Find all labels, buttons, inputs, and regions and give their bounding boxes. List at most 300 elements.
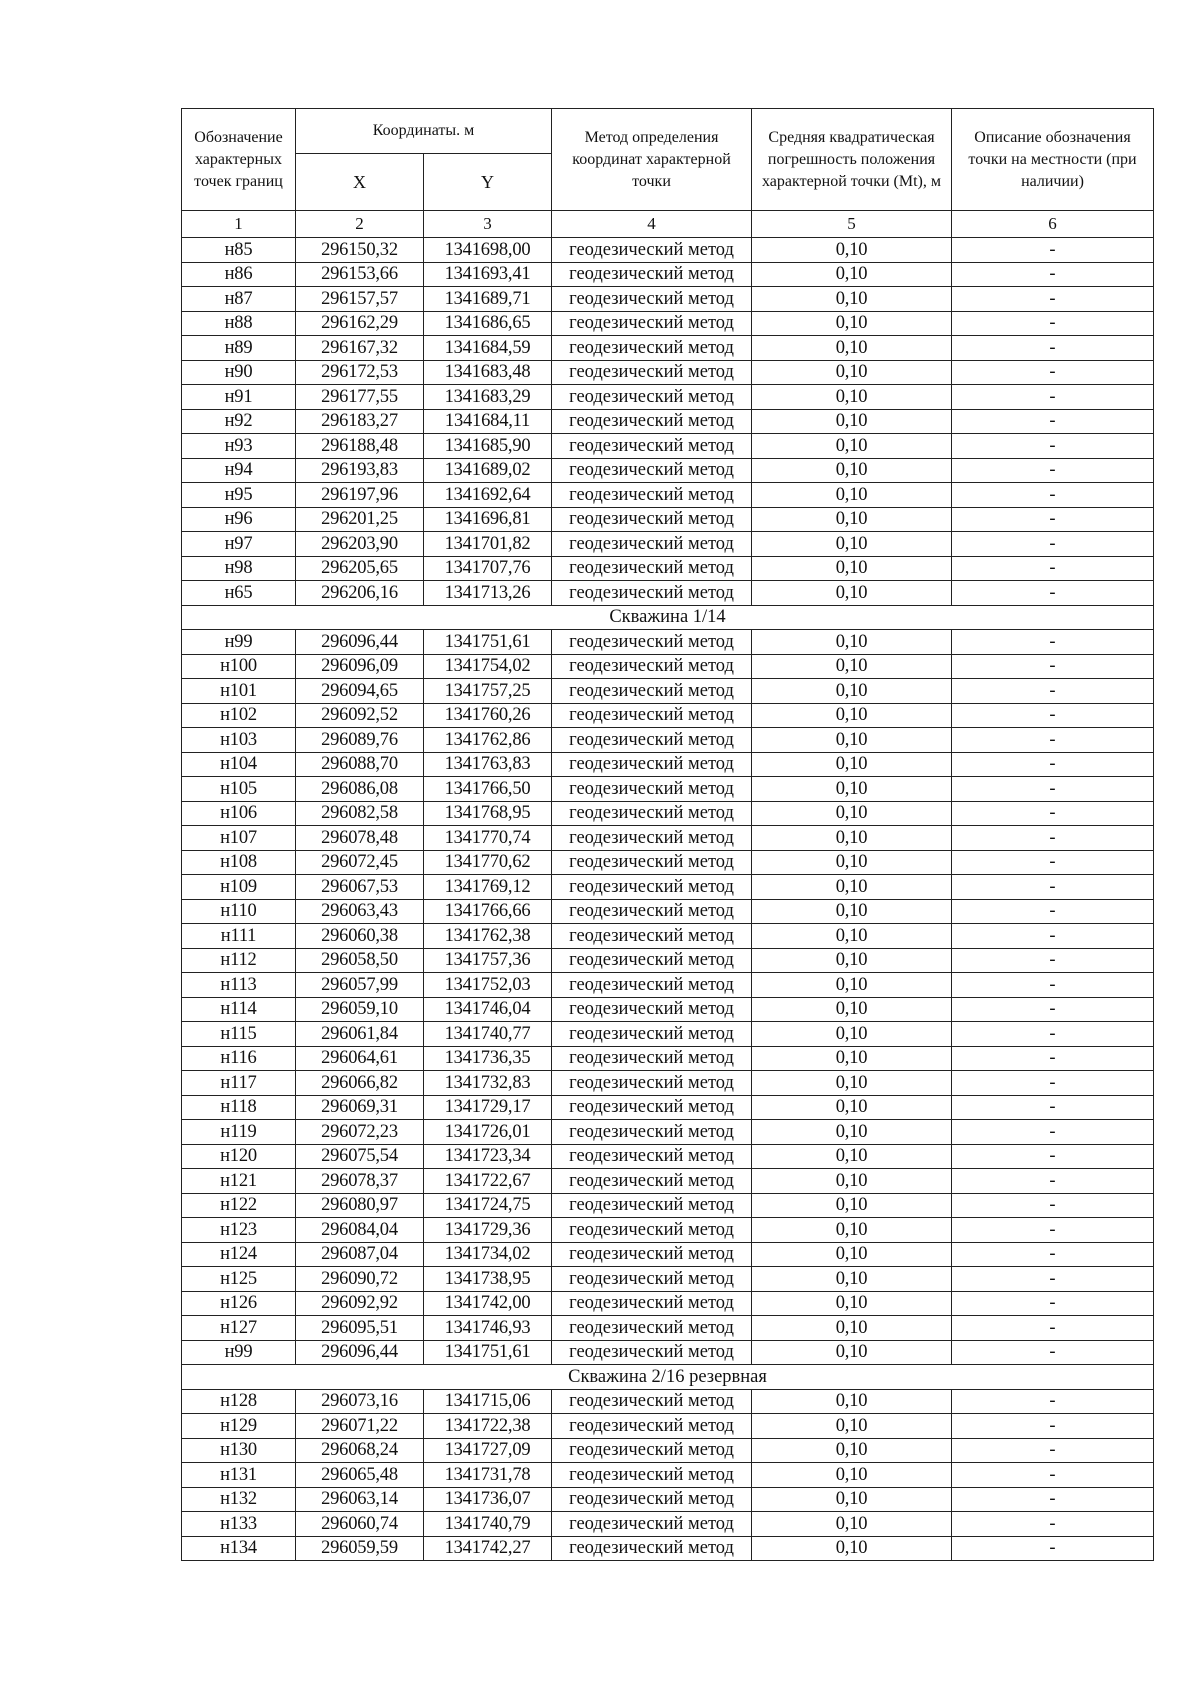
y-coordinate-cell: 1341760,26 xyxy=(424,703,552,728)
error-cell: 0,10 xyxy=(752,507,952,532)
y-coordinate-cell: 1341683,48 xyxy=(424,360,552,385)
y-coordinate-cell: 1341754,02 xyxy=(424,654,552,679)
table-row xyxy=(182,1242,1154,1267)
table-row xyxy=(182,507,1154,532)
point-id-cell: н125 xyxy=(182,1267,296,1292)
method-cell: геодезический метод xyxy=(552,948,752,973)
error-cell: 0,10 xyxy=(752,1144,952,1169)
y-coordinate-cell: 1341740,77 xyxy=(424,1022,552,1047)
table-row xyxy=(182,262,1154,287)
x-coordinate-cell: 296087,04 xyxy=(296,1242,424,1267)
point-id-cell: н90 xyxy=(182,360,296,385)
method-cell: геодезический метод xyxy=(552,360,752,385)
x-coordinate-cell: 296172,53 xyxy=(296,360,424,385)
y-coordinate-cell: 1341740,79 xyxy=(424,1512,552,1537)
description-cell: - xyxy=(952,1218,1154,1243)
description-cell: - xyxy=(952,801,1154,826)
y-coordinate-cell: 1341738,95 xyxy=(424,1267,552,1292)
table-row xyxy=(182,1144,1154,1169)
method-cell: геодезический метод xyxy=(552,1218,752,1243)
table-row xyxy=(182,556,1154,581)
table-row xyxy=(182,458,1154,483)
description-cell: - xyxy=(952,483,1154,508)
error-cell: 0,10 xyxy=(752,1242,952,1267)
description-cell: - xyxy=(952,1414,1154,1439)
table-row xyxy=(182,850,1154,875)
error-cell: 0,10 xyxy=(752,532,952,557)
description-cell: - xyxy=(952,850,1154,875)
method-cell: геодезический метод xyxy=(552,1022,752,1047)
y-coordinate-cell: 1341763,83 xyxy=(424,752,552,777)
y-coordinate-cell: 1341685,90 xyxy=(424,434,552,459)
y-coordinate-cell: 1341746,04 xyxy=(424,997,552,1022)
point-id-cell: н128 xyxy=(182,1389,296,1414)
description-cell: - xyxy=(952,1022,1154,1047)
method-cell: геодезический метод xyxy=(552,728,752,753)
point-id-cell: н86 xyxy=(182,262,296,287)
table-row xyxy=(182,826,1154,851)
description-cell: - xyxy=(952,360,1154,385)
description-cell: - xyxy=(952,1438,1154,1463)
table-row xyxy=(182,1414,1154,1439)
x-coordinate-cell: 296095,51 xyxy=(296,1316,424,1341)
x-coordinate-cell: 296067,53 xyxy=(296,875,424,900)
error-cell: 0,10 xyxy=(752,875,952,900)
error-cell: 0,10 xyxy=(752,1463,952,1488)
method-cell: геодезический метод xyxy=(552,507,752,532)
description-cell: - xyxy=(952,1242,1154,1267)
section-title: Скважина 1/14 xyxy=(182,605,1154,630)
table-row xyxy=(182,997,1154,1022)
y-coordinate-cell: 1341766,50 xyxy=(424,777,552,802)
y-coordinate-cell: 1341729,36 xyxy=(424,1218,552,1243)
method-cell: геодезический метод xyxy=(552,238,752,263)
x-coordinate-cell: 296094,65 xyxy=(296,679,424,704)
error-cell: 0,10 xyxy=(752,728,952,753)
table-header xyxy=(182,109,1154,238)
description-cell: - xyxy=(952,507,1154,532)
description-cell: - xyxy=(952,385,1154,410)
error-cell: 0,10 xyxy=(752,1389,952,1414)
point-id-cell: н121 xyxy=(182,1169,296,1194)
y-coordinate-cell: 1341696,81 xyxy=(424,507,552,532)
x-coordinate-cell: 296061,84 xyxy=(296,1022,424,1047)
table-row xyxy=(182,654,1154,679)
method-cell: геодезический метод xyxy=(552,385,752,410)
method-cell: геодезический метод xyxy=(552,1316,752,1341)
table-row xyxy=(182,409,1154,434)
x-coordinate-cell: 296063,43 xyxy=(296,899,424,924)
x-coordinate-cell: 296066,82 xyxy=(296,1071,424,1096)
header-method: Метод определения координат характерной точки xyxy=(552,109,752,211)
y-coordinate-cell: 1341701,82 xyxy=(424,532,552,557)
error-cell: 0,10 xyxy=(752,1120,952,1145)
header-mean-square-error: Средняя квадратическая погрешность положения характерной точки (Mt), м xyxy=(752,109,952,211)
error-cell: 0,10 xyxy=(752,1316,952,1341)
description-cell: - xyxy=(952,826,1154,851)
y-coordinate-cell: 1341727,09 xyxy=(424,1438,552,1463)
table-row xyxy=(182,1340,1154,1365)
method-cell: геодезический метод xyxy=(552,483,752,508)
description-cell: - xyxy=(952,777,1154,802)
y-coordinate-cell: 1341734,02 xyxy=(424,1242,552,1267)
point-id-cell: н130 xyxy=(182,1438,296,1463)
method-cell: геодезический метод xyxy=(552,1414,752,1439)
y-coordinate-cell: 1341762,38 xyxy=(424,924,552,949)
section-title: Скважина 2/16 резервная xyxy=(182,1365,1154,1390)
y-coordinate-cell: 1341698,00 xyxy=(424,238,552,263)
x-coordinate-cell: 296078,48 xyxy=(296,826,424,851)
y-coordinate-cell: 1341757,36 xyxy=(424,948,552,973)
method-cell: геодезический метод xyxy=(552,850,752,875)
point-id-cell: н92 xyxy=(182,409,296,434)
column-number: 3 xyxy=(424,211,552,238)
point-id-cell: н126 xyxy=(182,1291,296,1316)
y-coordinate-cell: 1341751,61 xyxy=(424,1340,552,1365)
description-cell: - xyxy=(952,1193,1154,1218)
x-coordinate-cell: 296150,32 xyxy=(296,238,424,263)
error-cell: 0,10 xyxy=(752,1340,952,1365)
point-id-cell: н99 xyxy=(182,630,296,655)
description-cell: - xyxy=(952,703,1154,728)
table-row xyxy=(182,728,1154,753)
x-coordinate-cell: 296183,27 xyxy=(296,409,424,434)
x-coordinate-cell: 296096,44 xyxy=(296,630,424,655)
description-cell: - xyxy=(952,924,1154,949)
x-coordinate-cell: 296057,99 xyxy=(296,973,424,998)
y-coordinate-cell: 1341692,64 xyxy=(424,483,552,508)
description-cell: - xyxy=(952,1389,1154,1414)
error-cell: 0,10 xyxy=(752,287,952,312)
y-coordinate-cell: 1341689,71 xyxy=(424,287,552,312)
description-cell: - xyxy=(952,1536,1154,1561)
point-id-cell: н122 xyxy=(182,1193,296,1218)
y-coordinate-cell: 1341762,86 xyxy=(424,728,552,753)
x-coordinate-cell: 296059,10 xyxy=(296,997,424,1022)
point-id-cell: н91 xyxy=(182,385,296,410)
error-cell: 0,10 xyxy=(752,336,952,361)
method-cell: геодезический метод xyxy=(552,679,752,704)
table-row xyxy=(182,1291,1154,1316)
table-row xyxy=(182,1120,1154,1145)
y-coordinate-cell: 1341752,03 xyxy=(424,973,552,998)
point-id-cell: н112 xyxy=(182,948,296,973)
column-number: 4 xyxy=(552,211,752,238)
error-cell: 0,10 xyxy=(752,850,952,875)
point-id-cell: н102 xyxy=(182,703,296,728)
point-id-cell: н116 xyxy=(182,1046,296,1071)
y-coordinate-cell: 1341770,62 xyxy=(424,850,552,875)
point-id-cell: н119 xyxy=(182,1120,296,1145)
y-coordinate-cell: 1341768,95 xyxy=(424,801,552,826)
description-cell: - xyxy=(952,997,1154,1022)
error-cell: 0,10 xyxy=(752,826,952,851)
column-number: 2 xyxy=(296,211,424,238)
table-row xyxy=(182,1463,1154,1488)
point-id-cell: н134 xyxy=(182,1536,296,1561)
error-cell: 0,10 xyxy=(752,1291,952,1316)
x-coordinate-cell: 296072,23 xyxy=(296,1120,424,1145)
y-coordinate-cell: 1341707,76 xyxy=(424,556,552,581)
method-cell: геодезический метод xyxy=(552,532,752,557)
point-id-cell: н98 xyxy=(182,556,296,581)
description-cell: - xyxy=(952,434,1154,459)
point-id-cell: н97 xyxy=(182,532,296,557)
point-id-cell: н101 xyxy=(182,679,296,704)
error-cell: 0,10 xyxy=(752,899,952,924)
table-row xyxy=(182,311,1154,336)
table-row xyxy=(182,1267,1154,1292)
y-coordinate-cell: 1341683,29 xyxy=(424,385,552,410)
boundary-points-table xyxy=(181,108,1154,1561)
method-cell: геодезический метод xyxy=(552,997,752,1022)
method-cell: геодезический метод xyxy=(552,973,752,998)
error-cell: 0,10 xyxy=(752,801,952,826)
description-cell: - xyxy=(952,532,1154,557)
point-id-cell: н127 xyxy=(182,1316,296,1341)
point-id-cell: н96 xyxy=(182,507,296,532)
method-cell: геодезический метод xyxy=(552,826,752,851)
error-cell: 0,10 xyxy=(752,973,952,998)
table-row xyxy=(182,1022,1154,1047)
y-coordinate-cell: 1341736,35 xyxy=(424,1046,552,1071)
point-id-cell: н117 xyxy=(182,1071,296,1096)
x-coordinate-cell: 296058,50 xyxy=(296,948,424,973)
y-coordinate-cell: 1341766,66 xyxy=(424,899,552,924)
error-cell: 0,10 xyxy=(752,1193,952,1218)
method-cell: геодезический метод xyxy=(552,1487,752,1512)
column-number: 5 xyxy=(752,211,952,238)
description-cell: - xyxy=(952,311,1154,336)
table-row xyxy=(182,1487,1154,1512)
method-cell: геодезический метод xyxy=(552,434,752,459)
description-cell: - xyxy=(952,1512,1154,1537)
x-coordinate-cell: 296206,16 xyxy=(296,581,424,606)
table-row xyxy=(182,973,1154,998)
point-id-cell: н129 xyxy=(182,1414,296,1439)
point-id-cell: н113 xyxy=(182,973,296,998)
method-cell: геодезический метод xyxy=(552,654,752,679)
table-row xyxy=(182,1071,1154,1096)
y-coordinate-cell: 1341723,34 xyxy=(424,1144,552,1169)
point-id-cell: н114 xyxy=(182,997,296,1022)
column-number: 1 xyxy=(182,211,296,238)
error-cell: 0,10 xyxy=(752,679,952,704)
x-coordinate-cell: 296068,24 xyxy=(296,1438,424,1463)
table-row xyxy=(182,1095,1154,1120)
table-row xyxy=(182,1512,1154,1537)
description-cell: - xyxy=(952,948,1154,973)
x-coordinate-cell: 296188,48 xyxy=(296,434,424,459)
header-y: Y xyxy=(424,154,552,211)
x-coordinate-cell: 296177,55 xyxy=(296,385,424,410)
x-coordinate-cell: 296069,31 xyxy=(296,1095,424,1120)
method-cell: геодезический метод xyxy=(552,1512,752,1537)
table-row xyxy=(182,1218,1154,1243)
error-cell: 0,10 xyxy=(752,1169,952,1194)
error-cell: 0,10 xyxy=(752,630,952,655)
error-cell: 0,10 xyxy=(752,654,952,679)
y-coordinate-cell: 1341742,00 xyxy=(424,1291,552,1316)
description-cell: - xyxy=(952,1046,1154,1071)
point-id-cell: н99 xyxy=(182,1340,296,1365)
method-cell: геодезический метод xyxy=(552,703,752,728)
description-cell: - xyxy=(952,1291,1154,1316)
x-coordinate-cell: 296092,52 xyxy=(296,703,424,728)
point-id-cell: н94 xyxy=(182,458,296,483)
point-id-cell: н109 xyxy=(182,875,296,900)
x-coordinate-cell: 296063,14 xyxy=(296,1487,424,1512)
method-cell: геодезический метод xyxy=(552,899,752,924)
x-coordinate-cell: 296205,65 xyxy=(296,556,424,581)
description-cell: - xyxy=(952,1316,1154,1341)
error-cell: 0,10 xyxy=(752,360,952,385)
method-cell: геодезический метод xyxy=(552,1193,752,1218)
y-coordinate-cell: 1341713,26 xyxy=(424,581,552,606)
description-cell: - xyxy=(952,1340,1154,1365)
table-row xyxy=(182,924,1154,949)
error-cell: 0,10 xyxy=(752,1267,952,1292)
table-row xyxy=(182,777,1154,802)
error-cell: 0,10 xyxy=(752,1095,952,1120)
description-cell: - xyxy=(952,1120,1154,1145)
error-cell: 0,10 xyxy=(752,703,952,728)
table-row xyxy=(182,238,1154,263)
table-row xyxy=(182,1316,1154,1341)
point-id-cell: н103 xyxy=(182,728,296,753)
point-id-cell: н104 xyxy=(182,752,296,777)
x-coordinate-cell: 296162,29 xyxy=(296,311,424,336)
y-coordinate-cell: 1341769,12 xyxy=(424,875,552,900)
point-id-cell: н124 xyxy=(182,1242,296,1267)
y-coordinate-cell: 1341731,78 xyxy=(424,1463,552,1488)
table-row xyxy=(182,679,1154,704)
y-coordinate-cell: 1341722,38 xyxy=(424,1414,552,1439)
column-number: 6 xyxy=(952,211,1154,238)
description-cell: - xyxy=(952,1267,1154,1292)
error-cell: 0,10 xyxy=(752,434,952,459)
error-cell: 0,10 xyxy=(752,924,952,949)
method-cell: геодезический метод xyxy=(552,924,752,949)
method-cell: геодезический метод xyxy=(552,581,752,606)
point-id-cell: н111 xyxy=(182,924,296,949)
description-cell: - xyxy=(952,630,1154,655)
column-number-row xyxy=(182,211,1154,238)
table-row xyxy=(182,1169,1154,1194)
table-row xyxy=(182,532,1154,557)
x-coordinate-cell: 296089,76 xyxy=(296,728,424,753)
method-cell: геодезический метод xyxy=(552,1267,752,1292)
error-cell: 0,10 xyxy=(752,262,952,287)
x-coordinate-cell: 296167,32 xyxy=(296,336,424,361)
method-cell: геодезический метод xyxy=(552,311,752,336)
method-cell: геодезический метод xyxy=(552,1463,752,1488)
method-cell: геодезический метод xyxy=(552,1536,752,1561)
error-cell: 0,10 xyxy=(752,1218,952,1243)
error-cell: 0,10 xyxy=(752,948,952,973)
error-cell: 0,10 xyxy=(752,385,952,410)
error-cell: 0,10 xyxy=(752,997,952,1022)
x-coordinate-cell: 296071,22 xyxy=(296,1414,424,1439)
table-row xyxy=(182,948,1154,973)
method-cell: геодезический метод xyxy=(552,1291,752,1316)
error-cell: 0,10 xyxy=(752,556,952,581)
method-cell: геодезический метод xyxy=(552,1095,752,1120)
table-row xyxy=(182,703,1154,728)
method-cell: геодезический метод xyxy=(552,801,752,826)
description-cell: - xyxy=(952,581,1154,606)
point-id-cell: н105 xyxy=(182,777,296,802)
y-coordinate-cell: 1341684,11 xyxy=(424,409,552,434)
x-coordinate-cell: 296088,70 xyxy=(296,752,424,777)
y-coordinate-cell: 1341746,93 xyxy=(424,1316,552,1341)
error-cell: 0,10 xyxy=(752,1438,952,1463)
table-row xyxy=(182,1046,1154,1071)
x-coordinate-cell: 296086,08 xyxy=(296,777,424,802)
method-cell: геодезический метод xyxy=(552,1438,752,1463)
error-cell: 0,10 xyxy=(752,752,952,777)
method-cell: геодезический метод xyxy=(552,556,752,581)
description-cell: - xyxy=(952,409,1154,434)
x-coordinate-cell: 296064,61 xyxy=(296,1046,424,1071)
y-coordinate-cell: 1341729,17 xyxy=(424,1095,552,1120)
x-coordinate-cell: 296193,83 xyxy=(296,458,424,483)
error-cell: 0,10 xyxy=(752,483,952,508)
error-cell: 0,10 xyxy=(752,1512,952,1537)
x-coordinate-cell: 296060,38 xyxy=(296,924,424,949)
description-cell: - xyxy=(952,1487,1154,1512)
error-cell: 0,10 xyxy=(752,1071,952,1096)
y-coordinate-cell: 1341770,74 xyxy=(424,826,552,851)
x-coordinate-cell: 296078,37 xyxy=(296,1169,424,1194)
point-id-cell: н88 xyxy=(182,311,296,336)
method-cell: геодезический метод xyxy=(552,1071,752,1096)
method-cell: геодезический метод xyxy=(552,336,752,361)
error-cell: 0,10 xyxy=(752,1046,952,1071)
point-id-cell: н107 xyxy=(182,826,296,851)
table-row xyxy=(182,875,1154,900)
header-point-designation: Обозначение характерных точек границ xyxy=(182,109,296,211)
x-coordinate-cell: 296073,16 xyxy=(296,1389,424,1414)
method-cell: геодезический метод xyxy=(552,630,752,655)
header-x: X xyxy=(296,154,424,211)
method-cell: геодезический метод xyxy=(552,1340,752,1365)
method-cell: геодезический метод xyxy=(552,875,752,900)
description-cell: - xyxy=(952,875,1154,900)
y-coordinate-cell: 1341736,07 xyxy=(424,1487,552,1512)
error-cell: 0,10 xyxy=(752,1536,952,1561)
table-row xyxy=(182,360,1154,385)
x-coordinate-cell: 296065,48 xyxy=(296,1463,424,1488)
coordinates-sheet xyxy=(181,108,1153,1561)
x-coordinate-cell: 296096,09 xyxy=(296,654,424,679)
y-coordinate-cell: 1341742,27 xyxy=(424,1536,552,1561)
method-cell: геодезический метод xyxy=(552,752,752,777)
table-row xyxy=(182,581,1154,606)
description-cell: - xyxy=(952,238,1154,263)
description-cell: - xyxy=(952,1463,1154,1488)
method-cell: геодезический метод xyxy=(552,1144,752,1169)
method-cell: геодезический метод xyxy=(552,458,752,483)
y-coordinate-cell: 1341715,06 xyxy=(424,1389,552,1414)
method-cell: геодезический метод xyxy=(552,287,752,312)
x-coordinate-cell: 296153,66 xyxy=(296,262,424,287)
error-cell: 0,10 xyxy=(752,409,952,434)
point-id-cell: н115 xyxy=(182,1022,296,1047)
point-id-cell: н108 xyxy=(182,850,296,875)
description-cell: - xyxy=(952,1169,1154,1194)
x-coordinate-cell: 296060,74 xyxy=(296,1512,424,1537)
